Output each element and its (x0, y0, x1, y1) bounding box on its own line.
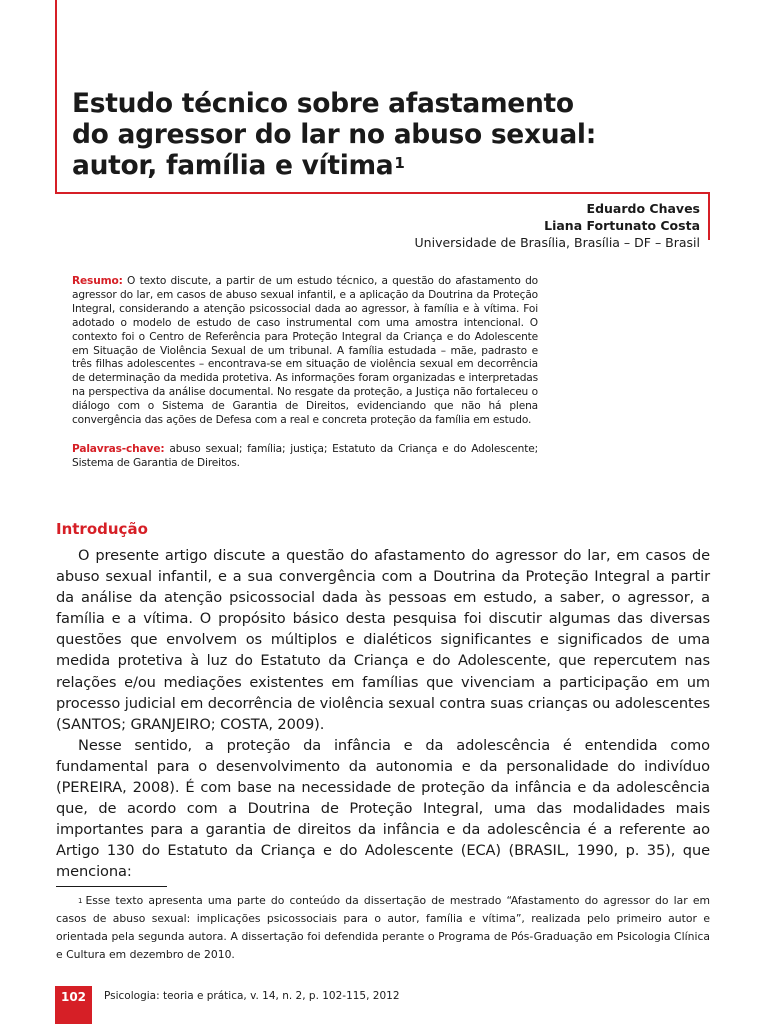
title-line-2: do agressor do lar no abuso sexual: (72, 119, 596, 150)
title-rule-bottom (55, 192, 710, 194)
abstract-text: O texto discute, a partir de um estudo técnico, a questão do afastamento do agressor do lar, em casos de abuso sexual infantil, e a aplicação da Doutrina da Proteção Integral, considerando a atenção psicossocial dada ao agressor, à família e à vítima. Foi adotado o modelo de estudo de caso instrumental com uma amostra intencional. O contexto foi o Centro de Referência para Proteção Integral da Criança e do Adolescente em Situação de Violência Sexual de um tribunal. A família estudada – mãe, padrasto e três filhas adolescentes – encontrava-se em situação de violência sexual em decorrência de determinação da medida protetiva. As informações foram organizadas e interpretadas na perspectiva da análise documental. No resgate da proteção, a Justiça não fortaleceu o diálogo com o Sistema de Garantia de Direitos, evidenciando que não há plena convergência das ações de Defesa com a real e concreta proteção da família em estudo. (72, 275, 538, 427)
author-rule-right (708, 192, 710, 240)
page-number: 102 (60, 990, 87, 1004)
body-paragraph-1: O presente artigo discute a questão do afastamento do agressor do lar, em casos de abuso sexual infantil, e a sua convergência com a Doutrina da Proteção Integral a partir da análise da atenção psicossocial dada às pessoas em estudo, a saber, o agressor, a família e a vítima. O propósito básico desta pesquisa foi discutir algumas das diversas questões que envolvem os múltiplos e dialéticos significantes e significados de uma medida protetiva à luz do Estatuto da Criança e do Adolescente, que repercutem nas relações e/ou mediações existentes em famílias que vivenciam a participação em um processo judicial em decorrência de violência sexual contra suas crianças ou adolescentes (SANTOS; GRANJEIRO; COSTA, 2009). (56, 547, 710, 733)
body-text (56, 545, 710, 883)
journal-citation: Psicologia: teoria e prática, v. 14, n. 2, p. 102-115, 2012 (104, 990, 400, 1002)
footnote-text: Esse texto apresenta uma parte do conteúdo da dissertação de mestrado “Afastamento do agressor do lar em casos de abuso sexual: implicações psicossociais para o autor, família e vítima”, realizada pelo primeiro autor e orientada pela segunda autora. A dissertação foi defendida perante o Programa de Pós-Graduação em Psicologia Clínica e Cultura em dezembro de 2010. (56, 894, 710, 961)
title-line-3: autor, família e vítima (72, 150, 394, 181)
title-footnote-mark: 1 (394, 154, 405, 172)
section-title-introducao: Introdução (56, 520, 148, 538)
article-title (72, 88, 692, 181)
title-line-1: Estudo técnico sobre afastamento (72, 88, 574, 119)
keywords (72, 443, 538, 471)
page-number-box (55, 986, 92, 1024)
author-name-1: Eduardo Chaves (586, 201, 700, 216)
keywords-text: abuso sexual; família; justiça; Estatuto da Criança e do Adolescente; Sistema de Garantia de Direitos. (72, 443, 538, 469)
keywords-label: Palavras-chave: (72, 443, 165, 455)
abstract-label: Resumo: (72, 275, 123, 287)
footnote (56, 892, 710, 964)
abstract (72, 275, 538, 428)
body-paragraph-2: Nesse sentido, a proteção da infância e da adolescência é entendida como fundamental para o desenvolvimento da autonomia e da personalidade do indivíduo (PEREIRA, 2008). É com base na necessidade de proteção da infância e da adolescência que, de acordo com a Doutrina de Proteção Integral, uma das modalidades mais importantes para a garantia de direitos da infância e da adolescência é a referente ao Artigo 130 do Estatuto da Criança e do Adolescente (ECA) (BRASIL, 1990, p. 35), que menciona: (56, 736, 710, 881)
author-block (415, 200, 700, 251)
author-name-2: Liana Fortunato Costa (544, 218, 700, 233)
author-affiliation: Universidade de Brasília, Brasília – DF – Brasil (414, 235, 700, 250)
footnote-separator (56, 886, 167, 887)
title-rule-left (55, 0, 57, 193)
footnote-mark: 1 (78, 897, 83, 905)
